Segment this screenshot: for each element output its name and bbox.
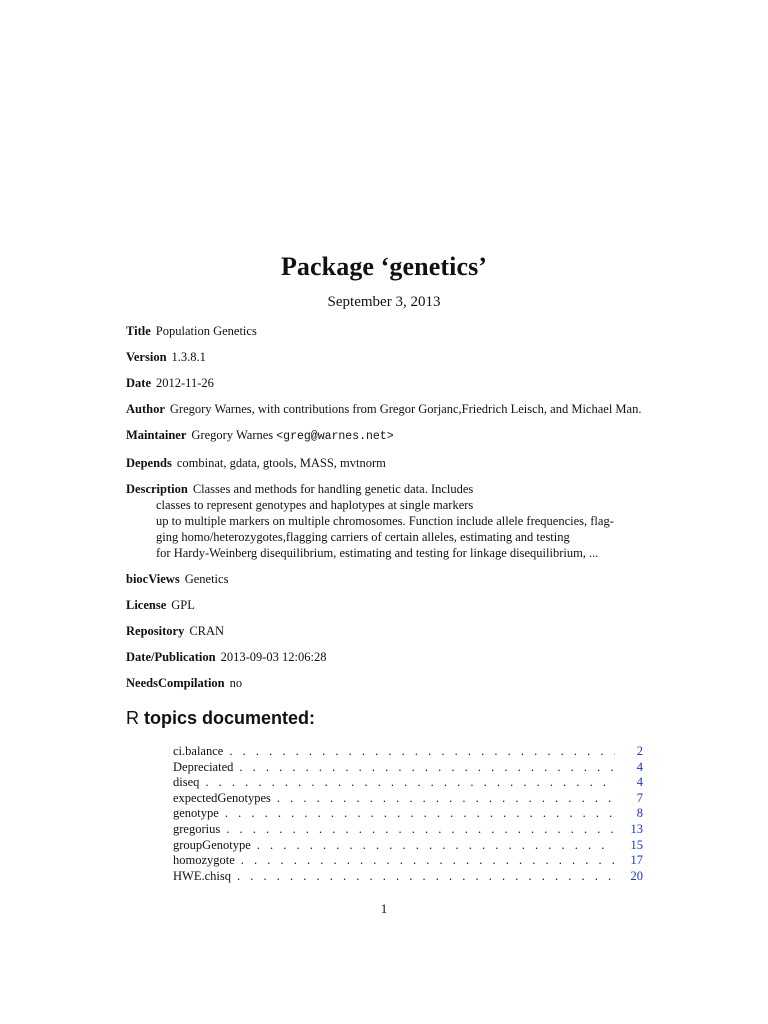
toc-leader-dots (226, 822, 615, 838)
field-date-publication (126, 649, 646, 665)
field-key: Version (126, 350, 167, 364)
table-of-contents (173, 744, 643, 884)
field-repository (126, 623, 646, 639)
description-line: classes to represent genotypes and haplotypes at single markers (156, 498, 474, 512)
field-key: Date (126, 376, 151, 390)
package-title: Package ‘genetics’ (280, 252, 488, 281)
toc-page-link[interactable]: 20 (630, 868, 643, 883)
toc-leader-dots (229, 744, 615, 760)
toc-entry[interactable] (173, 760, 643, 776)
field-value: Gregory Warnes (191, 428, 274, 442)
field-key: NeedsCompilation (126, 676, 225, 690)
metadata-fields (126, 323, 646, 701)
field-key: Date/Publication (126, 650, 216, 664)
field-date (126, 375, 646, 391)
toc-entry[interactable] (173, 838, 643, 854)
toc-leader-dots (257, 838, 615, 854)
field-title (126, 323, 646, 339)
toc-page-link[interactable]: 4 (636, 759, 643, 774)
page-number: 1 (380, 901, 388, 916)
toc-leader-dots (237, 869, 615, 885)
field-maintainer (126, 427, 646, 445)
field-value: combinat, gdata, gtools, MASS, mvtnorm (176, 456, 386, 470)
toc-entry[interactable] (173, 822, 643, 838)
description-line: ging homo/heterozygotes,flagging carriers of certain alleles, estimating and testing (156, 530, 570, 544)
toc-page-link[interactable]: 7 (636, 790, 643, 805)
toc-leader-dots (239, 760, 615, 776)
toc-entry[interactable] (173, 775, 643, 791)
field-key: Title (126, 324, 151, 338)
toc-entry[interactable] (173, 791, 643, 807)
topics-heading (126, 708, 315, 729)
toc-page-link[interactable]: 15 (630, 837, 643, 852)
field-description (126, 481, 646, 561)
field-biocviews (126, 571, 646, 587)
description-line: up to multiple markers on multiple chromosomes. Function include allele frequencies, flag- (156, 514, 614, 528)
toc-entry-name[interactable]: ci.balance (173, 744, 224, 758)
package-date: September 3, 2013 (327, 294, 441, 310)
toc-entry[interactable] (173, 853, 643, 869)
toc-page-link[interactable]: 4 (636, 775, 643, 790)
toc-entry[interactable] (173, 869, 643, 885)
toc-entry[interactable] (173, 806, 643, 822)
field-value: 1.3.8.1 (171, 350, 206, 364)
field-key: Repository (126, 624, 185, 638)
field-author (126, 401, 646, 417)
maintainer-email: <greg@warnes.net> (276, 430, 394, 443)
toc-entry-name[interactable]: HWE.chisq (173, 868, 231, 883)
field-needs-compilation (126, 675, 646, 691)
toc-leader-dots (241, 853, 615, 869)
field-key: Depends (126, 456, 172, 470)
field-value: Population Genetics (155, 324, 257, 338)
toc-page-link[interactable]: 17 (630, 853, 643, 868)
toc-page-link[interactable]: 8 (636, 806, 643, 821)
toc-page-link[interactable]: 13 (630, 821, 643, 836)
toc-entry-name[interactable]: diseq (173, 775, 200, 790)
field-value: no (229, 676, 243, 690)
toc-entry-name[interactable]: homozygote (173, 853, 235, 868)
field-value: CRAN (189, 624, 225, 638)
field-key: Maintainer (126, 428, 187, 442)
topics-heading-prefix: R (126, 708, 139, 728)
topics-heading-text: topics documented: (144, 708, 316, 728)
field-key: Description (126, 482, 188, 496)
toc-leader-dots (225, 806, 615, 822)
field-value: Genetics (184, 572, 229, 586)
field-version (126, 349, 646, 365)
toc-entry-name[interactable]: gregorius (173, 821, 221, 836)
toc-entry-name[interactable]: expectedGenotypes (173, 790, 271, 805)
field-value: 2012-11-26 (156, 376, 214, 390)
toc-entry[interactable] (173, 744, 643, 760)
field-value: 2013-09-03 12:06:28 (220, 650, 327, 664)
toc-leader-dots (277, 791, 615, 807)
description-line: for Hardy-Weinberg disequilibrium, estimating and testing for linkage disequilibrium, ... (156, 546, 599, 560)
field-value: Gregory Warnes, with contributions from Gregor Gorjanc,Friedrich Leisch, and Michael Man. (169, 402, 642, 416)
toc-page-link[interactable]: 2 (636, 744, 643, 758)
toc-entry-name[interactable]: Depreciated (173, 759, 234, 774)
field-key: biocViews (126, 572, 180, 586)
field-depends (126, 455, 646, 471)
description-line: Description Classes and methods for handling genetic data. Includes (126, 482, 474, 496)
field-key: License (126, 598, 167, 612)
toc-entry-name[interactable]: groupGenotype (173, 837, 251, 852)
toc-leader-dots (205, 775, 615, 791)
field-value: GPL (171, 598, 195, 612)
field-key: Author (126, 402, 165, 416)
toc-entry-name[interactable]: genotype (173, 806, 219, 821)
field-license (126, 597, 646, 613)
